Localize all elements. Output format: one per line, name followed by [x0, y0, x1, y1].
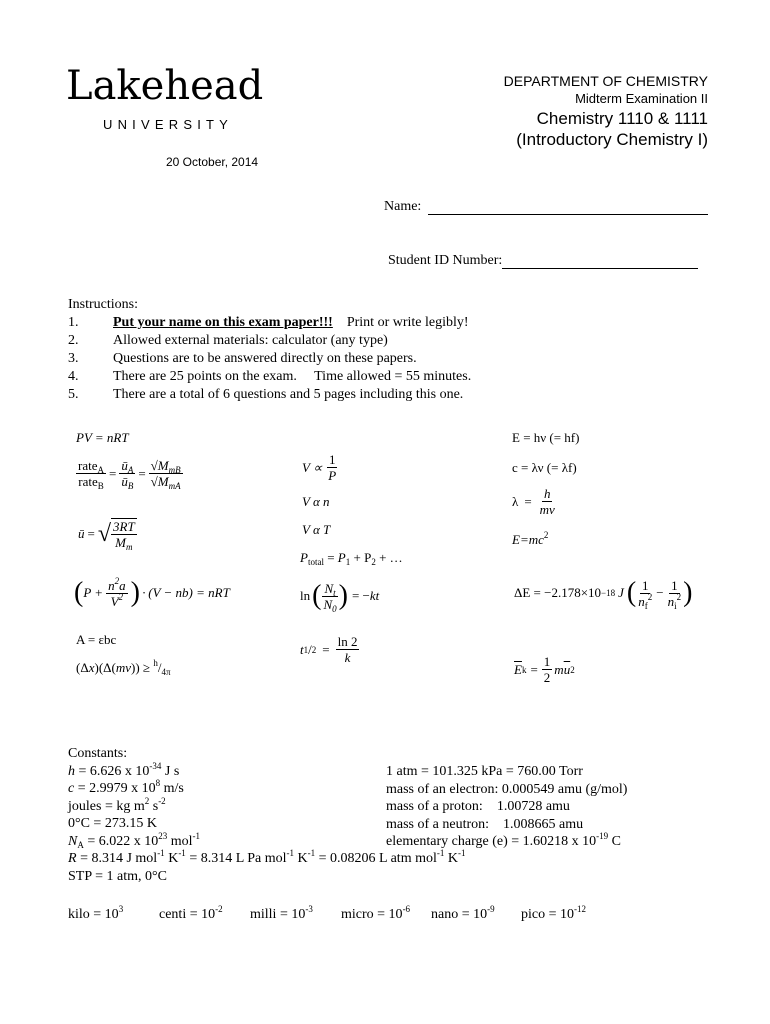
instructions: [68, 296, 471, 404]
de-broglie-equation: λ = $\frac{h}{m\nu}$: [512, 486, 555, 517]
elementary-charge: elementary charge (e) = 1.60218 x $10^{-19}$ C: [386, 831, 622, 849]
rydberg-equation: ΔE = −2.178×10 −18 J ( $\frac{1}{n_f^2}$ − $\frac{1}{n_i^2}$ ): [514, 577, 693, 611]
instruction-emphasis: Put your name on this exam paper!!!: [113, 315, 333, 330]
planck-constant: h = 6.626 x $10^{-34}$ J s: [68, 760, 180, 779]
electron-mass: mass of an electron: 0.000549 amu (g/mol): [386, 781, 628, 797]
instruction-item: 2. Allowed external materials: calculator (any type): [68, 333, 388, 348]
instruction-item: 1. Put your name on this exam paper!!! Print or write legibly!: [68, 315, 469, 330]
exam-date: 20 October, 2014: [166, 155, 259, 169]
avogadro-law-equation: V α n: [302, 494, 330, 509]
student-id-blank[interactable]: [502, 256, 698, 269]
prefix-nano: nano = $10^{-9}$: [431, 904, 495, 922]
name-blank[interactable]: [428, 202, 708, 215]
half-life-equation: t 1 / 2 = $\frac{\ln 2}{k}$: [300, 634, 358, 665]
boyles-law-equation: V ∝ $\frac{1}{P}$: [302, 452, 337, 483]
department-name: DEPARTMENT OF CHEMISTRY: [503, 73, 708, 89]
gas-constant: R = 8.314 J mol$^{-1}$ $K^{-1} = 8.314$ L Pa mol$^{-1}$ $K^{-1} = 0.08206$ L atm mol$^{-1}$ $K^{-1}$: [68, 848, 466, 866]
prefix-centi: centi = $10^{-2}$: [159, 904, 223, 922]
proton-mass: mass of a proton: 1.00728 amu: [386, 799, 570, 814]
wave-speed-equation: c = λν (= λf): [512, 460, 577, 475]
joule-definition: joules = kg $m^2$ $s^{-2}$: [68, 795, 166, 814]
uncertainty-equation: $(\Delta x)(\Delta(mv)) \ge ^h/_{4\pi}$: [76, 658, 171, 677]
beer-lambert-equation: A = εbc: [76, 632, 117, 647]
instruction-item: 3. Questions are to be answered directly on these papers.: [68, 351, 417, 366]
first-order-decay-equation: ln ( $\frac{N_t}{N_0}$ ) = −kt: [300, 580, 380, 614]
zero-celsius: 0°C = 273.15 K: [68, 816, 157, 831]
prefix-micro: micro = $10^{-6}$: [341, 904, 411, 922]
atm-conversion: 1 atm = 101.325 kPa = 760.00 Torr: [386, 764, 583, 779]
university-logo: Lakehead: [66, 63, 264, 109]
neutron-mass: mass of a neutron: 1.008665 amu: [386, 816, 584, 832]
student-id-field[interactable]: [388, 253, 698, 269]
instruction-item: 4. There are 25 points on the exam. Time allowed = 55 minutes.: [68, 369, 472, 384]
exam-title: Midterm Examination II: [575, 91, 708, 106]
prefix-kilo: kilo = $10^3$: [68, 904, 124, 922]
van-der-waals-equation: ( P + $\frac{n^2a}{V^2}$ ) · (V − nb) = nRT: [74, 575, 230, 609]
rms-speed-equation: ū = √ $\frac{3RT}{M_m}$: [78, 519, 135, 552]
stp-definition: STP = 1 atm, 0°C: [68, 868, 167, 884]
university-logo-subtitle: UNIVERSITY: [103, 117, 234, 132]
grahams-law-equation: $\frac{rate_A}{rate_B}$ = $\frac{ū_A}{ū_B}$ = $\frac{√M_{mB}}{√M_{mA}}$: [78, 458, 181, 491]
student-id-label: Student ID Number:: [388, 253, 503, 268]
prefix-milli: milli = $10^{-3}$: [250, 904, 313, 922]
instruction-item: 5. There are a total of 6 questions and 5 pages including this one.: [68, 387, 464, 402]
prefix-pico: pico = $10^{-12}$: [521, 904, 586, 922]
photon-energy-equation: E = hν (= hf): [512, 430, 580, 445]
charles-law-equation: V α T: [302, 522, 331, 537]
speed-of-light: c = 2.9979 x $10^8$ m/s: [68, 778, 184, 796]
exam-header: [504, 73, 708, 150]
ideal-gas-equation: PV = nRT: [76, 430, 129, 445]
course-name: (Introductory Chemistry I): [516, 130, 708, 149]
name-label: Name:: [384, 199, 422, 214]
constants-right: [386, 763, 627, 851]
name-field[interactable]: [384, 199, 708, 215]
daltons-law-equation: $P_{total} = P_1 + P_2$ + …: [300, 550, 403, 567]
constants-title: Constants:: [68, 746, 128, 761]
instructions-title: Instructions:: [68, 297, 138, 312]
mass-energy-equation: $E=mc^2$: [512, 530, 549, 547]
course-code: Chemistry 1110 & 1111: [536, 109, 708, 128]
avogadro-number: $N_A = 6.022$ x $10^{23}$ mol$^{-1}$: [68, 830, 201, 850]
kinetic-energy-equation: $\overline{E}$ k = $\frac{1}{2}$ m $\overline{u}$ 2: [514, 654, 575, 685]
